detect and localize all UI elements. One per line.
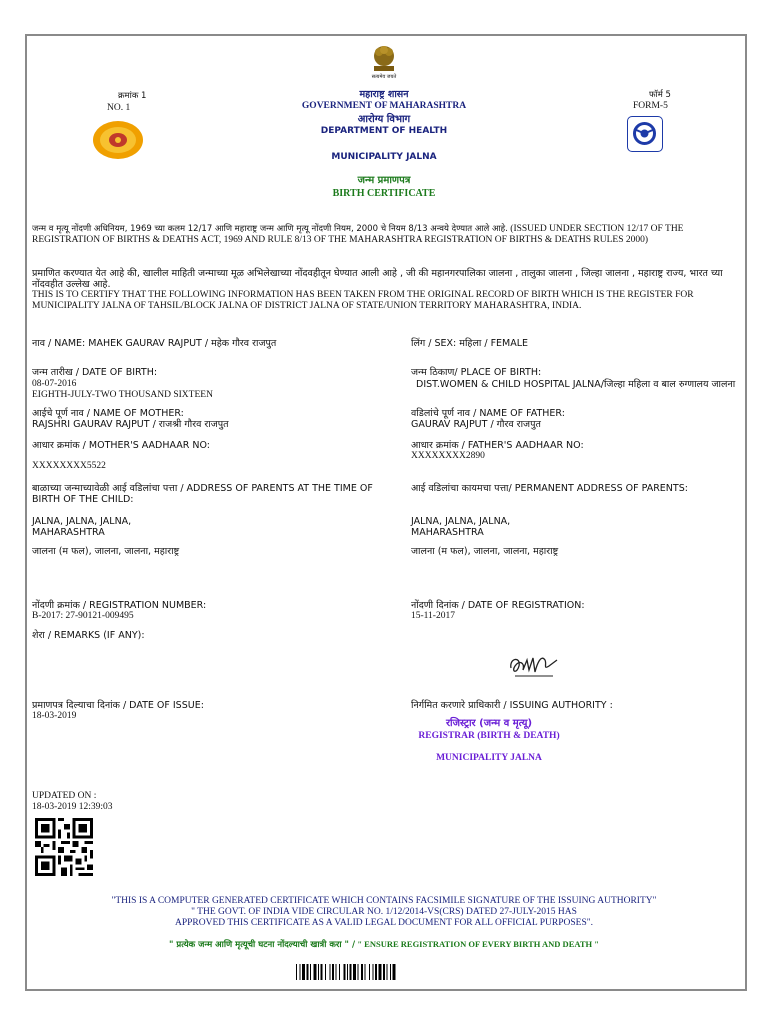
registrar-en: REGISTRAR (BIRTH & DEATH) xyxy=(418,731,560,741)
registration-number-label: नोंदणी क्रमांक / REGISTRATION NUMBER: xyxy=(32,600,207,611)
signature-icon xyxy=(505,646,565,686)
address-birth-mr: जालना (म फल), जालना, जालना, महाराष्ट्र xyxy=(32,546,180,557)
barcode-bar xyxy=(302,964,305,980)
updated-value: 18-03-2019 12:39:03 xyxy=(32,802,113,812)
barcode-bar xyxy=(365,964,366,980)
issuing-authority-label: निर्गमित करणारे प्राधिकारी / ISSUING AUTHORITY : xyxy=(411,700,613,711)
pob-label: जन्म ठिकाण/ PLACE OF BIRTH: xyxy=(411,367,542,378)
name-value: MAHEK GAURAV RAJPUT / महेक गौरव राजपुत xyxy=(88,338,277,349)
qr-code-icon xyxy=(34,818,94,876)
dob-words: EIGHTH-JULY-TWO THOUSAND SIXTEEN xyxy=(32,390,213,400)
address-birth-label: बाळाच्या जन्माच्यावेळी आई वडिलांचा पत्ता / ADDRESS OF PARENTS AT THE TIME OF BIRTH OF THE CHILD: xyxy=(32,483,373,505)
barcode-bar xyxy=(321,964,323,980)
barcode-bar xyxy=(339,964,340,980)
barcode-bar xyxy=(296,964,297,980)
footer-line-3: APPROVED THIS CERTIFICATE AS A VALID LEGAL DOCUMENT FOR ALL OFFICIAL PURPOSES". xyxy=(174,918,594,928)
father-label: वडिलांचे पूर्ण नाव / NAME OF FATHER: xyxy=(411,408,565,419)
address-permanent-en: JALNA, JALNA, JALNA, MAHARASHTRA xyxy=(411,516,511,538)
registration-date-label: नोंदणी दिनांक / DATE OF REGISTRATION: xyxy=(411,600,585,611)
registration-date-value: 15-11-2017 xyxy=(411,611,455,621)
barcode-bar xyxy=(314,964,317,980)
health-logo-icon xyxy=(627,116,663,152)
govt-title-mr: महाराष्ट्र शासन xyxy=(359,89,409,100)
barcode-icon xyxy=(296,964,472,980)
barcode-bar xyxy=(375,964,377,980)
pob-value: DIST.WOMEN & CHILD HOSPITAL JALNA/जिल्हा महिला व बाल रुग्णालय जालना xyxy=(416,379,736,390)
maharashtra-seal-icon xyxy=(92,120,144,160)
barcode-bar xyxy=(330,964,331,980)
issued-under-mr: जन्म व मृत्यू नोंदणी अधिनियम, 1969 च्या कलम 12/17 आणि महाराष्ट्र जन्म आणि मृत्यू नोंदणी नियम, 2000 चे नियम 8/13 अन्वये देण्यात आले आहे. xyxy=(32,224,508,234)
sex-field xyxy=(411,338,528,349)
footer-slogan xyxy=(30,939,738,951)
registration-number-value: B-2017: 27-90121-009495 xyxy=(32,611,134,621)
serial-number-mr: क्रमांक 1 xyxy=(118,91,147,101)
barcode-bar xyxy=(307,964,309,980)
barcode-bar xyxy=(361,964,363,980)
dob-value: 08-07-2016 xyxy=(32,379,77,389)
authority-municipality: MUNICIPALITY JALNA xyxy=(436,753,542,763)
issued-under-en: (ISSUED UNDER SECTION 12/17 OF THE REGISTRATION OF BIRTHS & DEATHS ACT, 1969 AND RULE 8/13 OF THE MAHARASHTRA REGISTRATION OF BIRTHS & DEATHS RULES 2000) xyxy=(32,224,684,245)
name-label: नाव / NAME: xyxy=(32,338,86,349)
certificate-title-mr: जन्म प्रमाणपत्र xyxy=(357,175,411,186)
serial-number-en: NO. 1 xyxy=(107,103,131,113)
sex-value: महिला / FEMALE xyxy=(459,338,529,349)
footer-line-1: "THIS IS A COMPUTER GENERATED CERTIFICATE WHICH CONTAINS FACSIMILE SIGNATURE OF THE ISSUING AUTHORITY" xyxy=(111,896,657,906)
issued-under-paragraph xyxy=(32,224,742,246)
barcode-bar xyxy=(300,964,301,980)
mother-aadhaar-label: आधार क्रमांक / MOTHER'S AADHAAR NO: xyxy=(32,440,210,451)
dept-title-mr: आरोग्य विभाग xyxy=(357,114,411,125)
mother-label: आईचे पूर्ण नाव / NAME OF MOTHER: xyxy=(32,408,184,419)
mother-aadhaar-value: XXXXXXXX5522 xyxy=(32,461,106,471)
father-value: GAURAV RAJPUT / गौरव राजपुत xyxy=(411,419,541,430)
barcode-bar xyxy=(369,964,370,980)
mother-value: RAJSHRI GAURAV RAJPUT / राजश्री गौरव राजपुत xyxy=(32,419,229,430)
remarks-label: शेरा / REMARKS (IF ANY): xyxy=(32,630,145,641)
certificate-title-en: BIRTH CERTIFICATE xyxy=(332,188,436,199)
certify-en: THIS IS TO CERTIFY THAT THE FOLLOWING INFORMATION HAS BEEN TAKEN FROM THE ORIGINAL RECORD OF BIRTH WHICH IS THE REGISTER FOR MUNICIPALITY JALNA OF TAHSIL/BLOCK JALNA OF DISTRICT JALNA OF STATE/UNION TERRITORY MAHARASHTRA, INDIA. xyxy=(32,290,694,311)
barcode-bar xyxy=(358,964,359,980)
barcode-graphic xyxy=(296,964,472,980)
issue-date-label: प्रमाणपत्र दिल्याचा दिनांक / DATE OF ISSUE: xyxy=(32,700,204,711)
barcode-bar xyxy=(383,964,385,980)
form-number-en: FORM-5 xyxy=(633,101,668,111)
barcode-bar xyxy=(344,964,346,980)
father-aadhaar-label: आधार क्रमांक / FATHER'S AADHAAR NO: xyxy=(411,440,584,451)
barcode-bar xyxy=(347,964,348,980)
registrar-mr: रजिस्ट्रार (जन्म व मृत्यू) xyxy=(445,718,533,729)
form-number-mr: फॉर्म 5 xyxy=(649,90,671,100)
address-permanent-label: आई वडिलांचा कायमचा पत्ता/ PERMANENT ADDRESS OF PARENTS: xyxy=(411,483,688,494)
barcode-bar xyxy=(390,964,391,980)
barcode-bar xyxy=(379,964,382,980)
barcode-bar xyxy=(325,964,326,980)
slogan-en: " ENSURE REGISTRATION OF EVERY BIRTH AND DEATH " xyxy=(357,939,599,949)
updated-label: UPDATED ON : xyxy=(32,791,97,801)
address-permanent-mr: जालना (म फल), जालना, जालना, महाराष्ट्र xyxy=(411,546,559,557)
name-field xyxy=(32,338,276,349)
barcode-bar xyxy=(310,964,311,980)
father-aadhaar-value: XXXXXXXX2890 xyxy=(411,451,485,461)
barcode-bar xyxy=(318,964,319,980)
barcode-bar xyxy=(393,964,396,980)
sex-label: लिंग / SEX: xyxy=(411,338,457,349)
barcode-bar xyxy=(373,964,374,980)
slogan-mr: " प्रत्येक जन्म आणि मृत्यूची घटना नोंदल्याची खात्री करा " / xyxy=(169,940,356,950)
footer-notice xyxy=(30,896,738,929)
emblem-motto: सत्यमेव जयते xyxy=(371,74,397,80)
dept-title-en: DEPARTMENT OF HEALTH xyxy=(320,126,448,136)
certify-mr: प्रमाणित करण्यात येत आहे की, खालील माहिती जन्माच्या मूळ अभिलेखाच्या नोंदवहीतून घेण्यात आली आहे , जी की महानगरपालिका जालना , तालुका जालना , जिल्हा जालना , महाराष्ट्र राज्य, भारत च्या नोंदवहीत उल्लेख आहे. xyxy=(32,268,723,290)
footer-line-2: " THE GOVT. OF INDIA VIDE CIRCULAR NO. 1/12/2014-VS(CRS) DATED 27-JULY-2015 HAS xyxy=(191,907,577,917)
issue-date-value: 18-03-2019 xyxy=(32,711,77,721)
barcode-bar xyxy=(387,964,388,980)
barcode-bar xyxy=(332,964,334,980)
barcode-bar xyxy=(350,964,352,980)
barcode-bar xyxy=(353,964,356,980)
municipality-title: MUNICIPALITY JALNA xyxy=(331,152,437,162)
address-birth-en: JALNA, JALNA, JALNA, MAHARASHTRA xyxy=(32,516,132,538)
govt-title-en: GOVERNMENT OF MAHARASHTRA xyxy=(301,101,467,111)
dob-label: जन्म तारीख / DATE OF BIRTH: xyxy=(32,367,158,378)
barcode-bar xyxy=(336,964,337,980)
